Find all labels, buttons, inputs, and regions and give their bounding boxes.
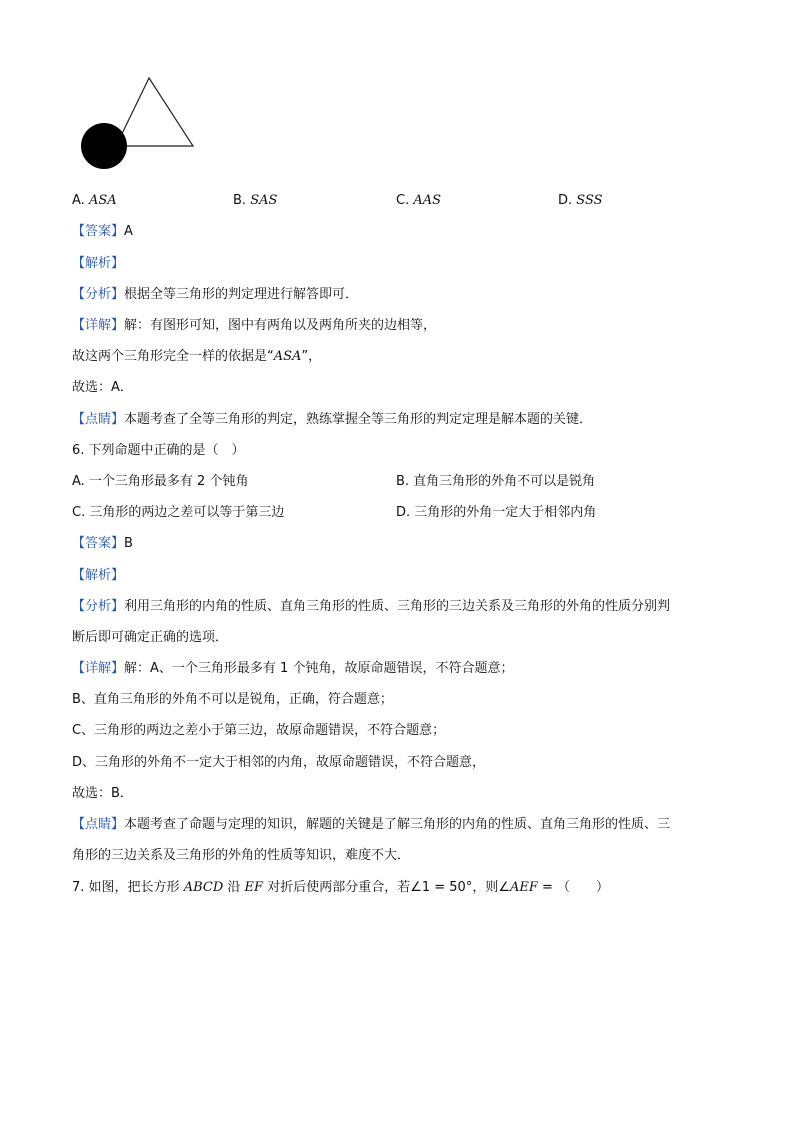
- triangle-figure: [78, 76, 198, 172]
- q5-xiangjie: 【详解】解：有图形可知，图中有两角以及两角所夹的边相等，: [72, 318, 437, 333]
- q6-dianjing-2: 角形的三边关系及三角形的外角的性质等知识，难度不大．: [72, 848, 411, 863]
- q6-fenxi-2: 断后即可确定正确的选项．: [72, 630, 229, 645]
- black-circle: [81, 123, 127, 169]
- q5-option-d: D. SSS: [558, 193, 603, 208]
- q6-option-a: A. 一个三角形最多有 2 个钝角: [72, 474, 249, 489]
- q7-stem: 7. 如图，把长方形 ABCD 沿 EF 对折后使两部分重合，若∠1 = 50°，则∠AEF = （ ）: [72, 880, 610, 895]
- q5-xiangjie-2: 故这两个三角形完全一样的依据是“ASA”，: [72, 349, 322, 364]
- q6-option-c: C. 三角形的两边之差可以等于第三边: [72, 505, 285, 520]
- q5-fenxi: 【分析】根据全等三角形的判定理进行解答即可．: [72, 287, 359, 302]
- q6-analysis-heading: 【解析】: [72, 568, 125, 583]
- q6-dianjing: 【点睛】本题考查了命题与定理的知识，解题的关键是了解三角形的内角的性质、直角三角形的性质、三: [72, 817, 671, 832]
- q6-stem: 6. 下列命题中正确的是（ ）: [72, 443, 245, 458]
- answer-tag: 【答案】: [72, 224, 125, 239]
- q6-xiangjie: 【详解】解：A、一个三角形最多有 1 个钝角，故原命题错误，不符合题意；: [72, 661, 514, 676]
- q6-choose: 故选：B．: [72, 786, 133, 801]
- q5-analysis-heading: 【解析】: [72, 256, 125, 271]
- q5-choose: 故选：A．: [72, 380, 133, 395]
- q5-answer: 【答案】A: [72, 224, 133, 239]
- q6-xiangjie-4: D、三角形的外角不一定大于相邻的内角，故原命题错误，不符合题意，: [72, 755, 486, 770]
- q6-xiangjie-3: C、三角形的两边之差小于第三边，故原命题错误，不符合题意；: [72, 723, 446, 738]
- q5-dianjing: 【点睛】本题考查了全等三角形的判定，熟练掌握全等三角形的判定定理是解本题的关键．: [72, 412, 593, 427]
- q5-option-a: A. ASA: [72, 193, 117, 208]
- q6-option-b: B. 直角三角形的外角不可以是锐角: [396, 474, 596, 489]
- triangle-shape: [116, 78, 193, 146]
- q6-fenxi: 【分析】利用三角形的内角的性质、直角三角形的性质、三角形的三边关系及三角形的外角的性质分别判: [72, 599, 671, 614]
- q6-xiangjie-2: B、直角三角形的外角不可以是锐角，正确，符合题意；: [72, 692, 393, 707]
- q6-answer: 【答案】B: [72, 536, 133, 551]
- q5-option-b: B. SAS: [233, 193, 278, 208]
- q6-option-d: D. 三角形的外角一定大于相邻内角: [396, 505, 597, 520]
- q5-option-c: C. AAS: [396, 193, 442, 208]
